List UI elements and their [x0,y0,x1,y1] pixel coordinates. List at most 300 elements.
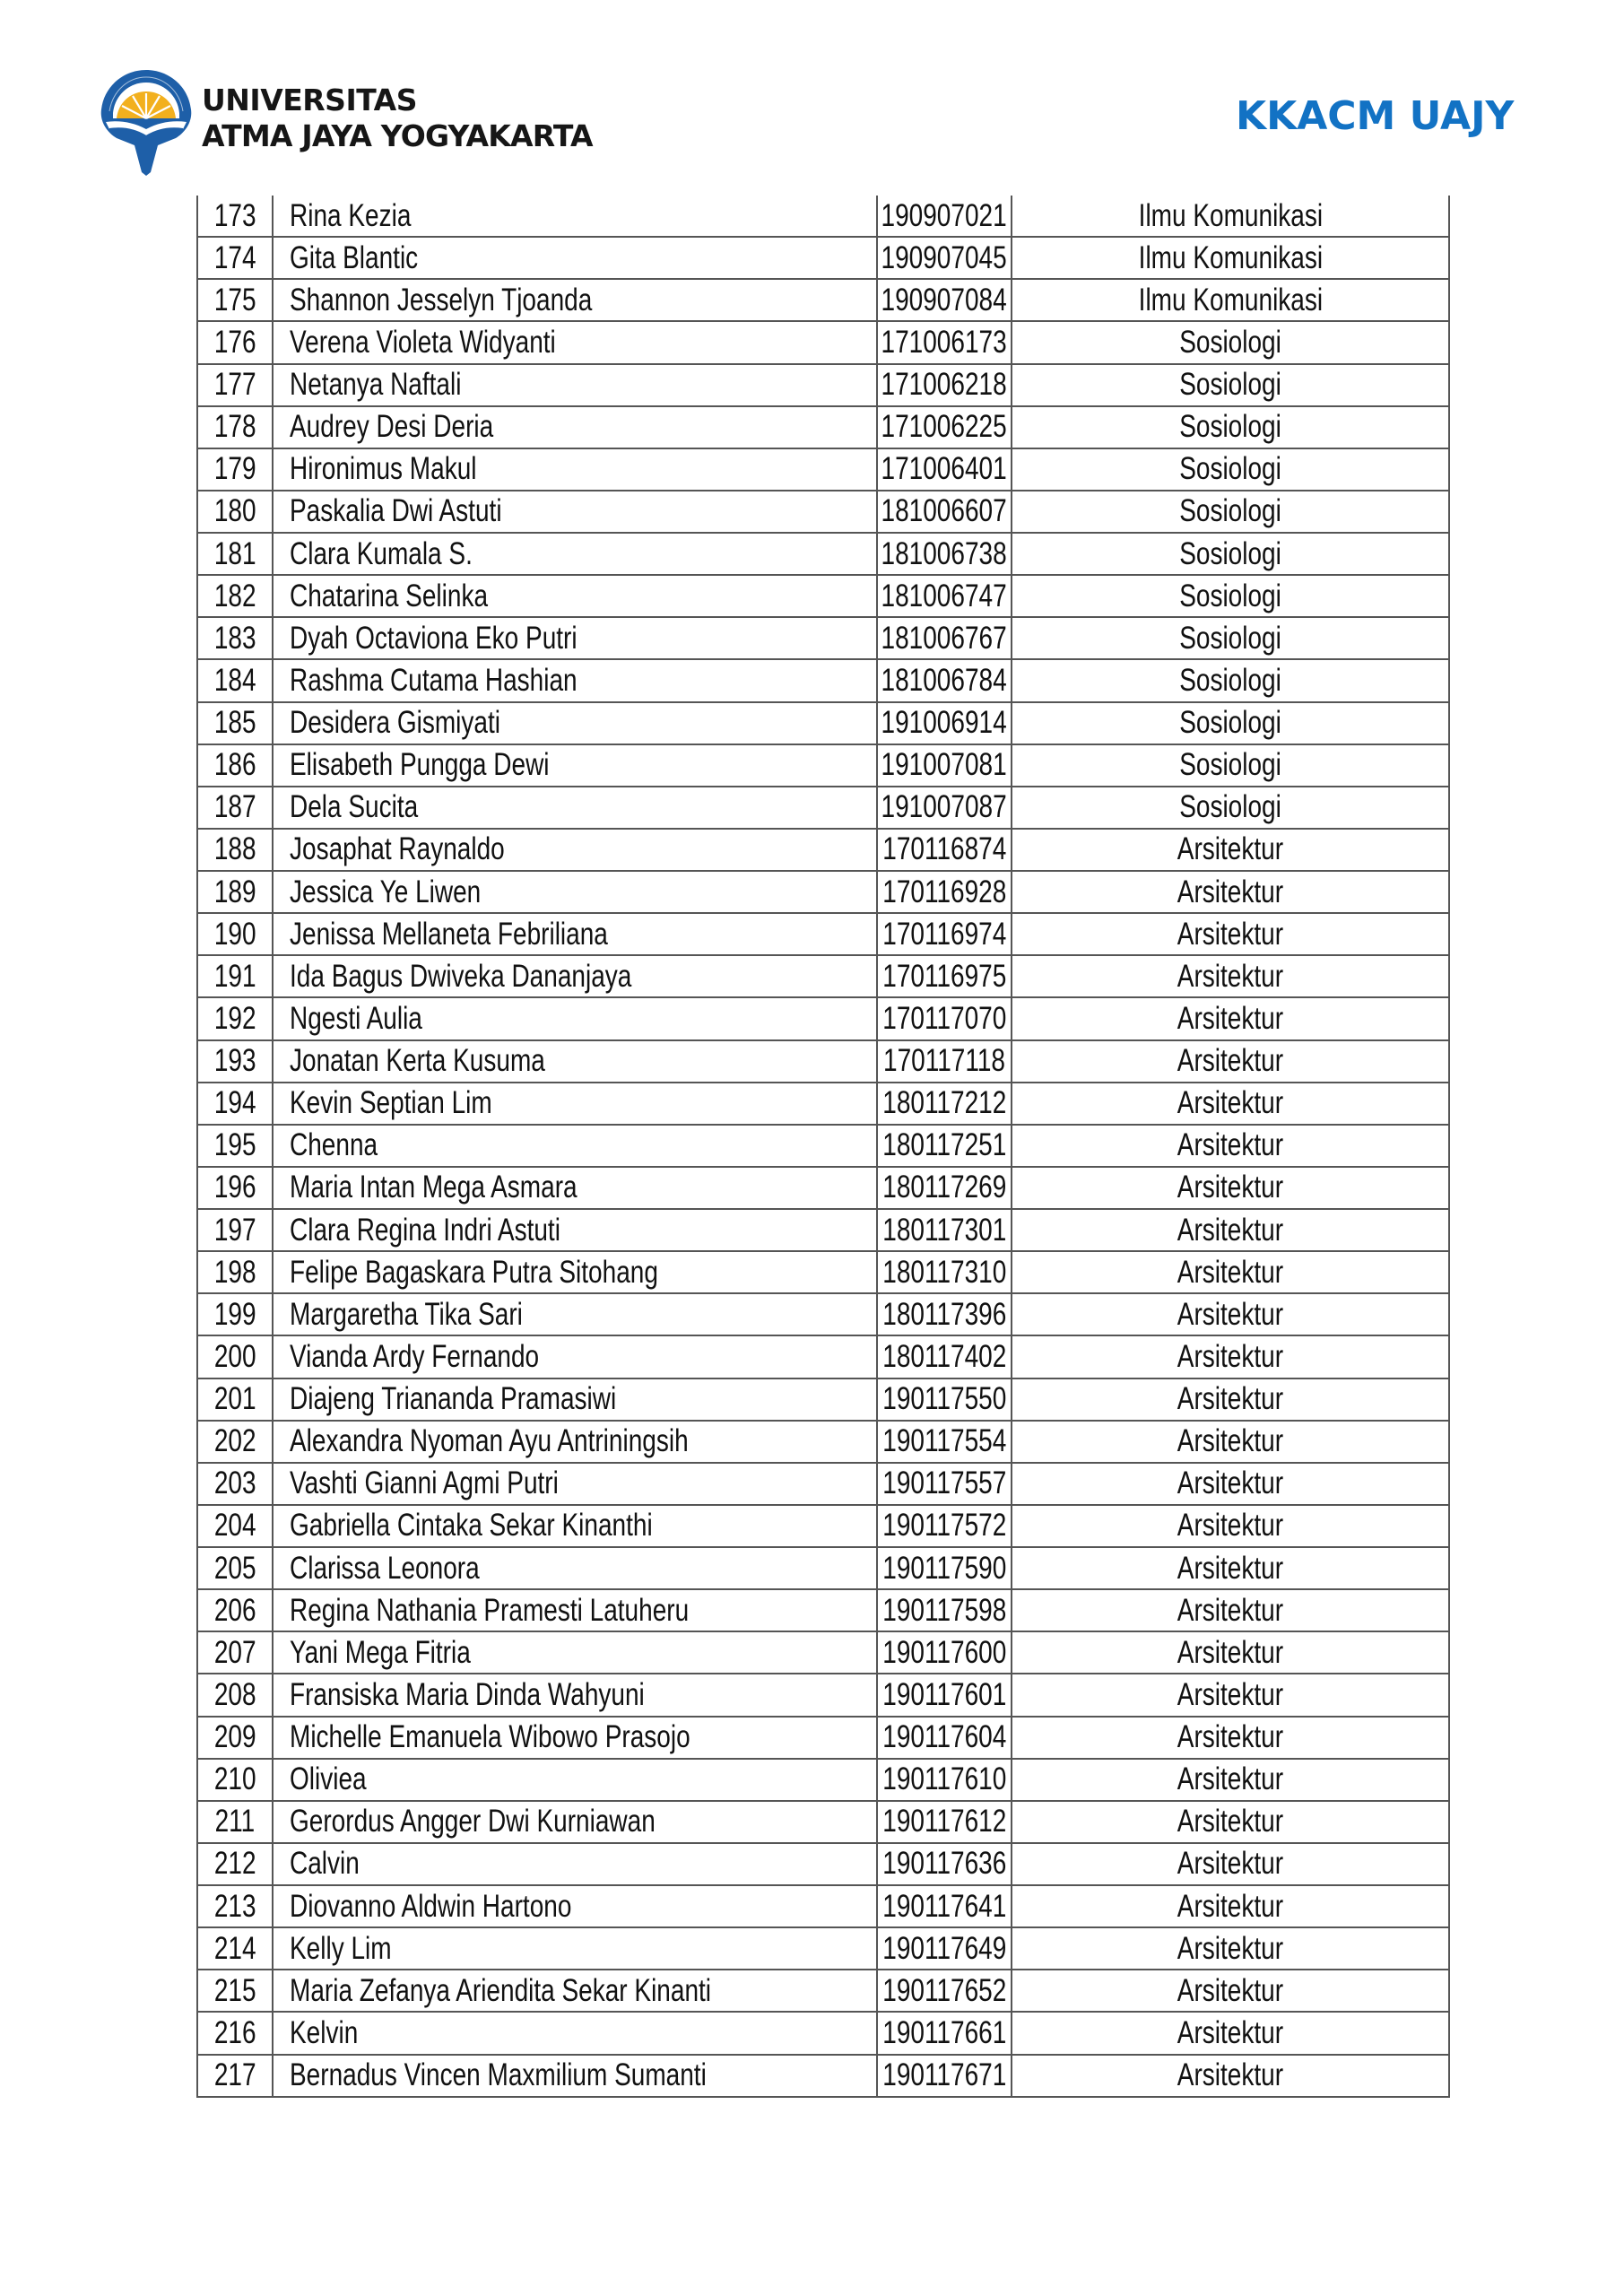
study-program: Sosiologi [1179,705,1281,741]
row-number: 206 [213,1592,256,1628]
student-npm-cell [876,1422,1011,1462]
study-program: Sosiologi [1179,620,1281,656]
student-npm-cell [876,956,1011,996]
student-name: Clara Regina Indri Astuti [290,1212,560,1248]
student-npm-cell [876,1294,1011,1335]
study-program: Arsitektur [1177,1423,1284,1459]
row-number-cell [196,1336,272,1377]
table-row [196,1760,1450,1802]
student-name: Jenissa Mellaneta Febriliana [290,916,608,952]
student-npm: 180117212 [881,1085,1007,1121]
row-number-cell [196,1252,272,1292]
student-npm: 190117612 [881,1804,1007,1839]
student-name-cell [272,1674,876,1715]
student-name: Calvin [290,1846,360,1882]
study-program: Arsitektur [1177,958,1284,994]
student-npm-cell [876,914,1011,954]
study-program-cell [1011,660,1450,700]
study-program: Sosiologi [1179,409,1281,445]
student-name: Ida Bagus Dwiveka Dananjaya [290,958,632,994]
student-name: Chenna [290,1127,378,1163]
student-npm: 171006401 [881,451,1008,487]
student-npm-cell [876,618,1011,658]
student-npm: 190117652 [881,1972,1007,2008]
student-npm: 180117310 [881,1254,1007,1290]
student-npm: 171006173 [881,324,1008,360]
row-number: 183 [213,620,256,656]
row-number: 213 [213,1888,256,1924]
study-program-cell [1011,787,1450,828]
row-number-cell [196,1168,272,1208]
table-row [196,1336,1450,1378]
table-row [196,1802,1450,1844]
row-number: 178 [213,409,256,445]
study-program-cell [1011,1760,1450,1800]
row-number-cell [196,2013,272,2053]
table-row [196,703,1450,745]
table-row [196,872,1450,914]
student-npm-cell [876,703,1011,744]
row-number: 208 [213,1676,256,1712]
university-name [202,83,593,154]
table-row [196,660,1450,702]
student-name: Gabriella Cintaka Sekar Kinanthi [290,1508,653,1544]
student-npm: 180117402 [881,1338,1007,1374]
student-name-cell [272,1844,876,1884]
study-program-cell [1011,914,1450,954]
student-npm-cell [876,1844,1011,1884]
study-program: Arsitektur [1177,1804,1284,1839]
student-name-cell [272,1718,876,1758]
student-npm: 181006738 [881,535,1008,571]
row-number-cell [196,2056,272,2096]
row-number-cell [196,534,272,574]
study-program: Ilmu Komunikasi [1138,197,1323,233]
student-name: Michelle Emanuela Wibowo Prasojo [290,1719,690,1755]
student-npm: 171006225 [881,409,1008,445]
study-program-cell [1011,1210,1450,1250]
student-name-cell [272,1464,876,1504]
row-number: 188 [213,831,256,867]
study-program-cell [1011,407,1450,448]
row-number: 173 [213,197,256,233]
university-name-line1: UNIVERSITAS [202,83,417,117]
student-npm-cell [876,1928,1011,1969]
student-name-cell [272,322,876,362]
table-row [196,830,1450,872]
student-npm-cell [876,1674,1011,1715]
student-npm: 170116975 [881,958,1007,994]
student-name: Josaphat Raynaldo [290,831,505,867]
row-number: 182 [213,578,256,613]
study-program: Sosiologi [1179,662,1281,698]
student-npm-cell [876,660,1011,700]
student-name-cell [272,196,876,236]
study-program: Arsitektur [1177,1634,1284,1670]
student-name: Oliviea [290,1761,367,1797]
row-number-cell [196,1548,272,1588]
study-program: Arsitektur [1177,1846,1284,1882]
table-row [196,1379,1450,1422]
student-npm: 190117671 [881,2057,1007,2093]
student-npm-cell [876,407,1011,448]
row-number-cell [196,872,272,912]
student-npm: 180117269 [881,1170,1007,1205]
table-row [196,1718,1450,1760]
student-npm: 180117396 [881,1296,1007,1332]
row-number-cell [196,1886,272,1926]
student-npm-cell [876,1718,1011,1758]
table-row [196,1506,1450,1548]
study-program-cell [1011,1422,1450,1462]
student-name: Gita Blantic [290,239,419,275]
table-row [196,1928,1450,1970]
table-row [196,1422,1450,1464]
study-program-cell [1011,491,1450,532]
row-number: 212 [213,1846,256,1882]
row-number-cell [196,1718,272,1758]
student-npm: 181006607 [881,493,1008,529]
row-number-cell [196,365,272,405]
student-name: Fransiska Maria Dinda Wahyuni [290,1676,645,1712]
row-number: 195 [213,1127,256,1163]
study-program: Arsitektur [1177,1465,1284,1501]
student-npm: 181006767 [881,620,1008,656]
student-name-cell [272,1041,876,1082]
row-number-cell [196,196,272,236]
student-npm-cell [876,1802,1011,1842]
study-program-cell [1011,2013,1450,2053]
student-name: Hironimus Makul [290,451,477,487]
study-program-cell [1011,1126,1450,1166]
row-number: 202 [213,1423,256,1459]
student-npm-cell [876,745,1011,786]
student-name: Felipe Bagaskara Putra Sitohang [290,1254,658,1290]
row-number: 199 [213,1296,256,1332]
student-name-cell [272,1548,876,1588]
student-npm: 180117251 [881,1127,1007,1163]
student-npm-cell [876,365,1011,405]
student-name: Netanya Naftali [290,367,462,403]
study-program: Arsitektur [1177,1043,1284,1079]
table-row [196,576,1450,618]
student-npm: 190117557 [881,1465,1007,1501]
student-name-cell [272,872,876,912]
university-emblem-icon [97,66,195,178]
student-npm-cell [876,1590,1011,1631]
student-name-cell [272,1294,876,1335]
student-name-cell [272,1168,876,1208]
student-name-cell [272,1252,876,1292]
student-name: Yani Mega Fitria [290,1634,471,1670]
student-npm: 190117598 [881,1592,1007,1628]
student-name-cell [272,956,876,996]
study-program: Arsitektur [1177,1930,1284,1966]
row-number: 214 [213,1930,256,1966]
row-number: 191 [213,958,256,994]
row-number: 200 [213,1338,256,1374]
student-npm: 190117610 [881,1761,1007,1797]
student-name-cell [272,618,876,658]
student-name-cell [272,1928,876,1969]
study-program-cell [1011,449,1450,490]
row-number-cell [196,998,272,1039]
table-row [196,1844,1450,1886]
study-program-cell [1011,2056,1450,2096]
study-program: Arsitektur [1177,1254,1284,1290]
table-row [196,1041,1450,1083]
study-program: Arsitektur [1177,1592,1284,1628]
row-number: 192 [213,1000,256,1036]
student-npm: 190907021 [881,197,1008,233]
student-name-cell [272,1886,876,1926]
student-npm-cell [876,1970,1011,2011]
student-name-cell [272,1590,876,1631]
row-number-cell [196,745,272,786]
row-number: 181 [213,535,256,571]
study-program-cell [1011,872,1450,912]
student-name: Gerordus Angger Dwi Kurniawan [290,1804,656,1839]
table-row [196,1294,1450,1336]
row-number: 194 [213,1085,256,1121]
study-program-cell [1011,1802,1450,1842]
study-program-cell [1011,1506,1450,1546]
row-number: 216 [213,2014,256,2050]
student-npm: 190117636 [881,1846,1007,1882]
student-name: Rina Kezia [290,197,412,233]
table-row [196,365,1450,407]
study-program: Sosiologi [1179,324,1281,360]
student-npm: 170116928 [881,874,1007,909]
student-name: Audrey Desi Deria [290,409,494,445]
student-name: Kelly Lim [290,1930,392,1966]
university-logo [97,66,195,178]
row-number: 210 [213,1761,256,1797]
student-npm: 190117600 [881,1634,1007,1670]
study-program-cell [1011,1294,1450,1335]
student-npm: 170117070 [881,1000,1007,1036]
row-number-cell [196,703,272,744]
study-program: Arsitektur [1177,1381,1284,1417]
study-program-cell [1011,1379,1450,1420]
student-name: Clara Kumala S. [290,535,473,571]
study-program: Ilmu Komunikasi [1138,239,1323,275]
student-name: Vianda Ardy Fernando [290,1338,540,1374]
study-program: Arsitektur [1177,1000,1284,1036]
row-number-cell [196,1760,272,1800]
row-number-cell [196,322,272,362]
student-name: Verena Violeta Widyanti [290,324,556,360]
study-program-cell [1011,365,1450,405]
study-program-cell [1011,956,1450,996]
study-program-cell [1011,1083,1450,1124]
student-name-cell [272,238,876,278]
student-npm: 170116874 [881,831,1007,867]
student-name-cell [272,449,876,490]
study-program-cell [1011,1168,1450,1208]
student-name: Regina Nathania Pramesti Latuheru [290,1592,690,1628]
student-npm-cell [876,576,1011,616]
table-row [196,1590,1450,1632]
row-number-cell [196,914,272,954]
study-program-cell [1011,322,1450,362]
table-row [196,1252,1450,1294]
student-npm: 190117554 [881,1423,1007,1459]
row-number: 209 [213,1719,256,1755]
table-row [196,956,1450,998]
row-number: 201 [213,1381,256,1417]
student-name-cell [272,703,876,744]
student-npm-cell [876,1760,1011,1800]
student-name-cell [272,1970,876,2011]
student-name: Bernadus Vincen Maxmilium Sumanti [290,2057,707,2093]
table-row [196,1126,1450,1168]
study-program: Arsitektur [1177,1338,1284,1374]
student-npm: 191006914 [881,705,1008,741]
row-number-cell [196,618,272,658]
study-program-cell [1011,1928,1450,1969]
table-row [196,322,1450,364]
student-name-cell [272,1422,876,1462]
study-program-cell [1011,1548,1450,1588]
student-name-cell [272,787,876,828]
table-row [196,998,1450,1040]
row-number-cell [196,1294,272,1335]
student-npm: 190117590 [881,1550,1007,1586]
study-program-cell [1011,534,1450,574]
student-npm: 190117601 [881,1676,1007,1712]
table-row [196,280,1450,322]
student-npm: 191007081 [881,747,1008,783]
student-name-cell [272,491,876,532]
student-name: Diovanno Aldwin Hartono [290,1888,572,1924]
student-npm-cell [876,2056,1011,2096]
study-program-cell [1011,576,1450,616]
row-number-cell [196,1422,272,1462]
row-number-cell [196,1844,272,1884]
study-program: Arsitektur [1177,1719,1284,1755]
student-npm-cell [876,1336,1011,1377]
student-npm-cell [876,196,1011,236]
student-npm: 191007087 [881,789,1008,825]
student-name: Jonatan Kerta Kusuma [290,1043,545,1079]
student-npm-cell [876,238,1011,278]
student-name-cell [272,2013,876,2053]
study-program: Arsitektur [1177,1761,1284,1797]
row-number-cell [196,1379,272,1420]
student-npm: 190117604 [881,1719,1007,1755]
student-npm-cell [876,491,1011,532]
study-program-cell [1011,703,1450,744]
student-name: Clarissa Leonora [290,1550,480,1586]
student-name: Maria Zefanya Ariendita Sekar Kinanti [290,1972,712,2008]
student-name-cell [272,914,876,954]
study-program: Arsitektur [1177,2014,1284,2050]
student-name: Maria Intan Mega Asmara [290,1170,578,1205]
student-name-cell [272,1379,876,1420]
study-program: Arsitektur [1177,1127,1284,1163]
student-name: Kelvin [290,2014,359,2050]
student-name: Elisabeth Pungga Dewi [290,747,550,783]
row-number: 176 [213,324,256,360]
study-program: Sosiologi [1179,493,1281,529]
student-name: Shannon Jesselyn Tjoanda [290,282,593,317]
row-number: 207 [213,1634,256,1670]
study-program: Arsitektur [1177,1550,1284,1586]
table-row [196,491,1450,534]
student-npm: 181006784 [881,662,1008,698]
row-number: 196 [213,1170,256,1205]
student-npm-cell [876,322,1011,362]
student-npm: 170117118 [883,1043,1005,1079]
row-number: 197 [213,1212,256,1248]
student-npm-cell [876,1886,1011,1926]
student-name-cell [272,1632,876,1673]
student-npm: 190907045 [881,239,1008,275]
student-table [196,196,1450,2098]
row-number-cell [196,1464,272,1504]
student-npm-cell [876,1548,1011,1588]
student-name-cell [272,1506,876,1546]
study-program-cell [1011,1674,1450,1715]
table-row [196,787,1450,830]
study-program-cell [1011,1590,1450,1631]
row-number-cell [196,1632,272,1673]
student-name: Alexandra Nyoman Ayu Antriningsih [290,1423,689,1459]
student-name: Diajeng Triananda Pramasiwi [290,1381,617,1417]
study-program-cell [1011,1252,1450,1292]
student-npm-cell [876,1083,1011,1124]
study-program: Sosiologi [1179,578,1281,613]
student-name: Desidera Gismiyati [290,705,500,741]
student-name: Kevin Septian Lim [290,1085,492,1121]
row-number-cell [196,407,272,448]
row-number: 177 [213,367,256,403]
study-program: Arsitektur [1177,916,1284,952]
table-row [196,238,1450,280]
table-row [196,196,1450,238]
row-number-cell [196,1970,272,2011]
student-name-cell [272,660,876,700]
table-row [196,1083,1450,1126]
student-name: Paskalia Dwi Astuti [290,493,502,529]
table-row [196,449,1450,491]
row-number: 186 [213,747,256,783]
row-number: 189 [213,874,256,909]
student-name: Vashti Gianni Agmi Putri [290,1465,559,1501]
student-name: Chatarina Selinka [290,578,489,613]
study-program: Sosiologi [1179,535,1281,571]
study-program: Arsitektur [1177,1296,1284,1332]
study-program-cell [1011,280,1450,320]
student-npm-cell [876,1126,1011,1166]
student-npm-cell [876,1252,1011,1292]
study-program-cell [1011,1041,1450,1082]
table-row [196,1210,1450,1252]
study-program: Sosiologi [1179,747,1281,783]
student-npm: 190117572 [881,1508,1007,1544]
student-name-cell [272,745,876,786]
student-npm-cell [876,1632,1011,1673]
row-number-cell [196,660,272,700]
table-row [196,1632,1450,1674]
student-npm-cell [876,1041,1011,1082]
row-number: 175 [213,282,256,317]
brand-title: KKACM UAJY [1236,93,1515,139]
row-number-cell [196,1928,272,1969]
student-npm-cell [876,1168,1011,1208]
study-program-cell [1011,618,1450,658]
